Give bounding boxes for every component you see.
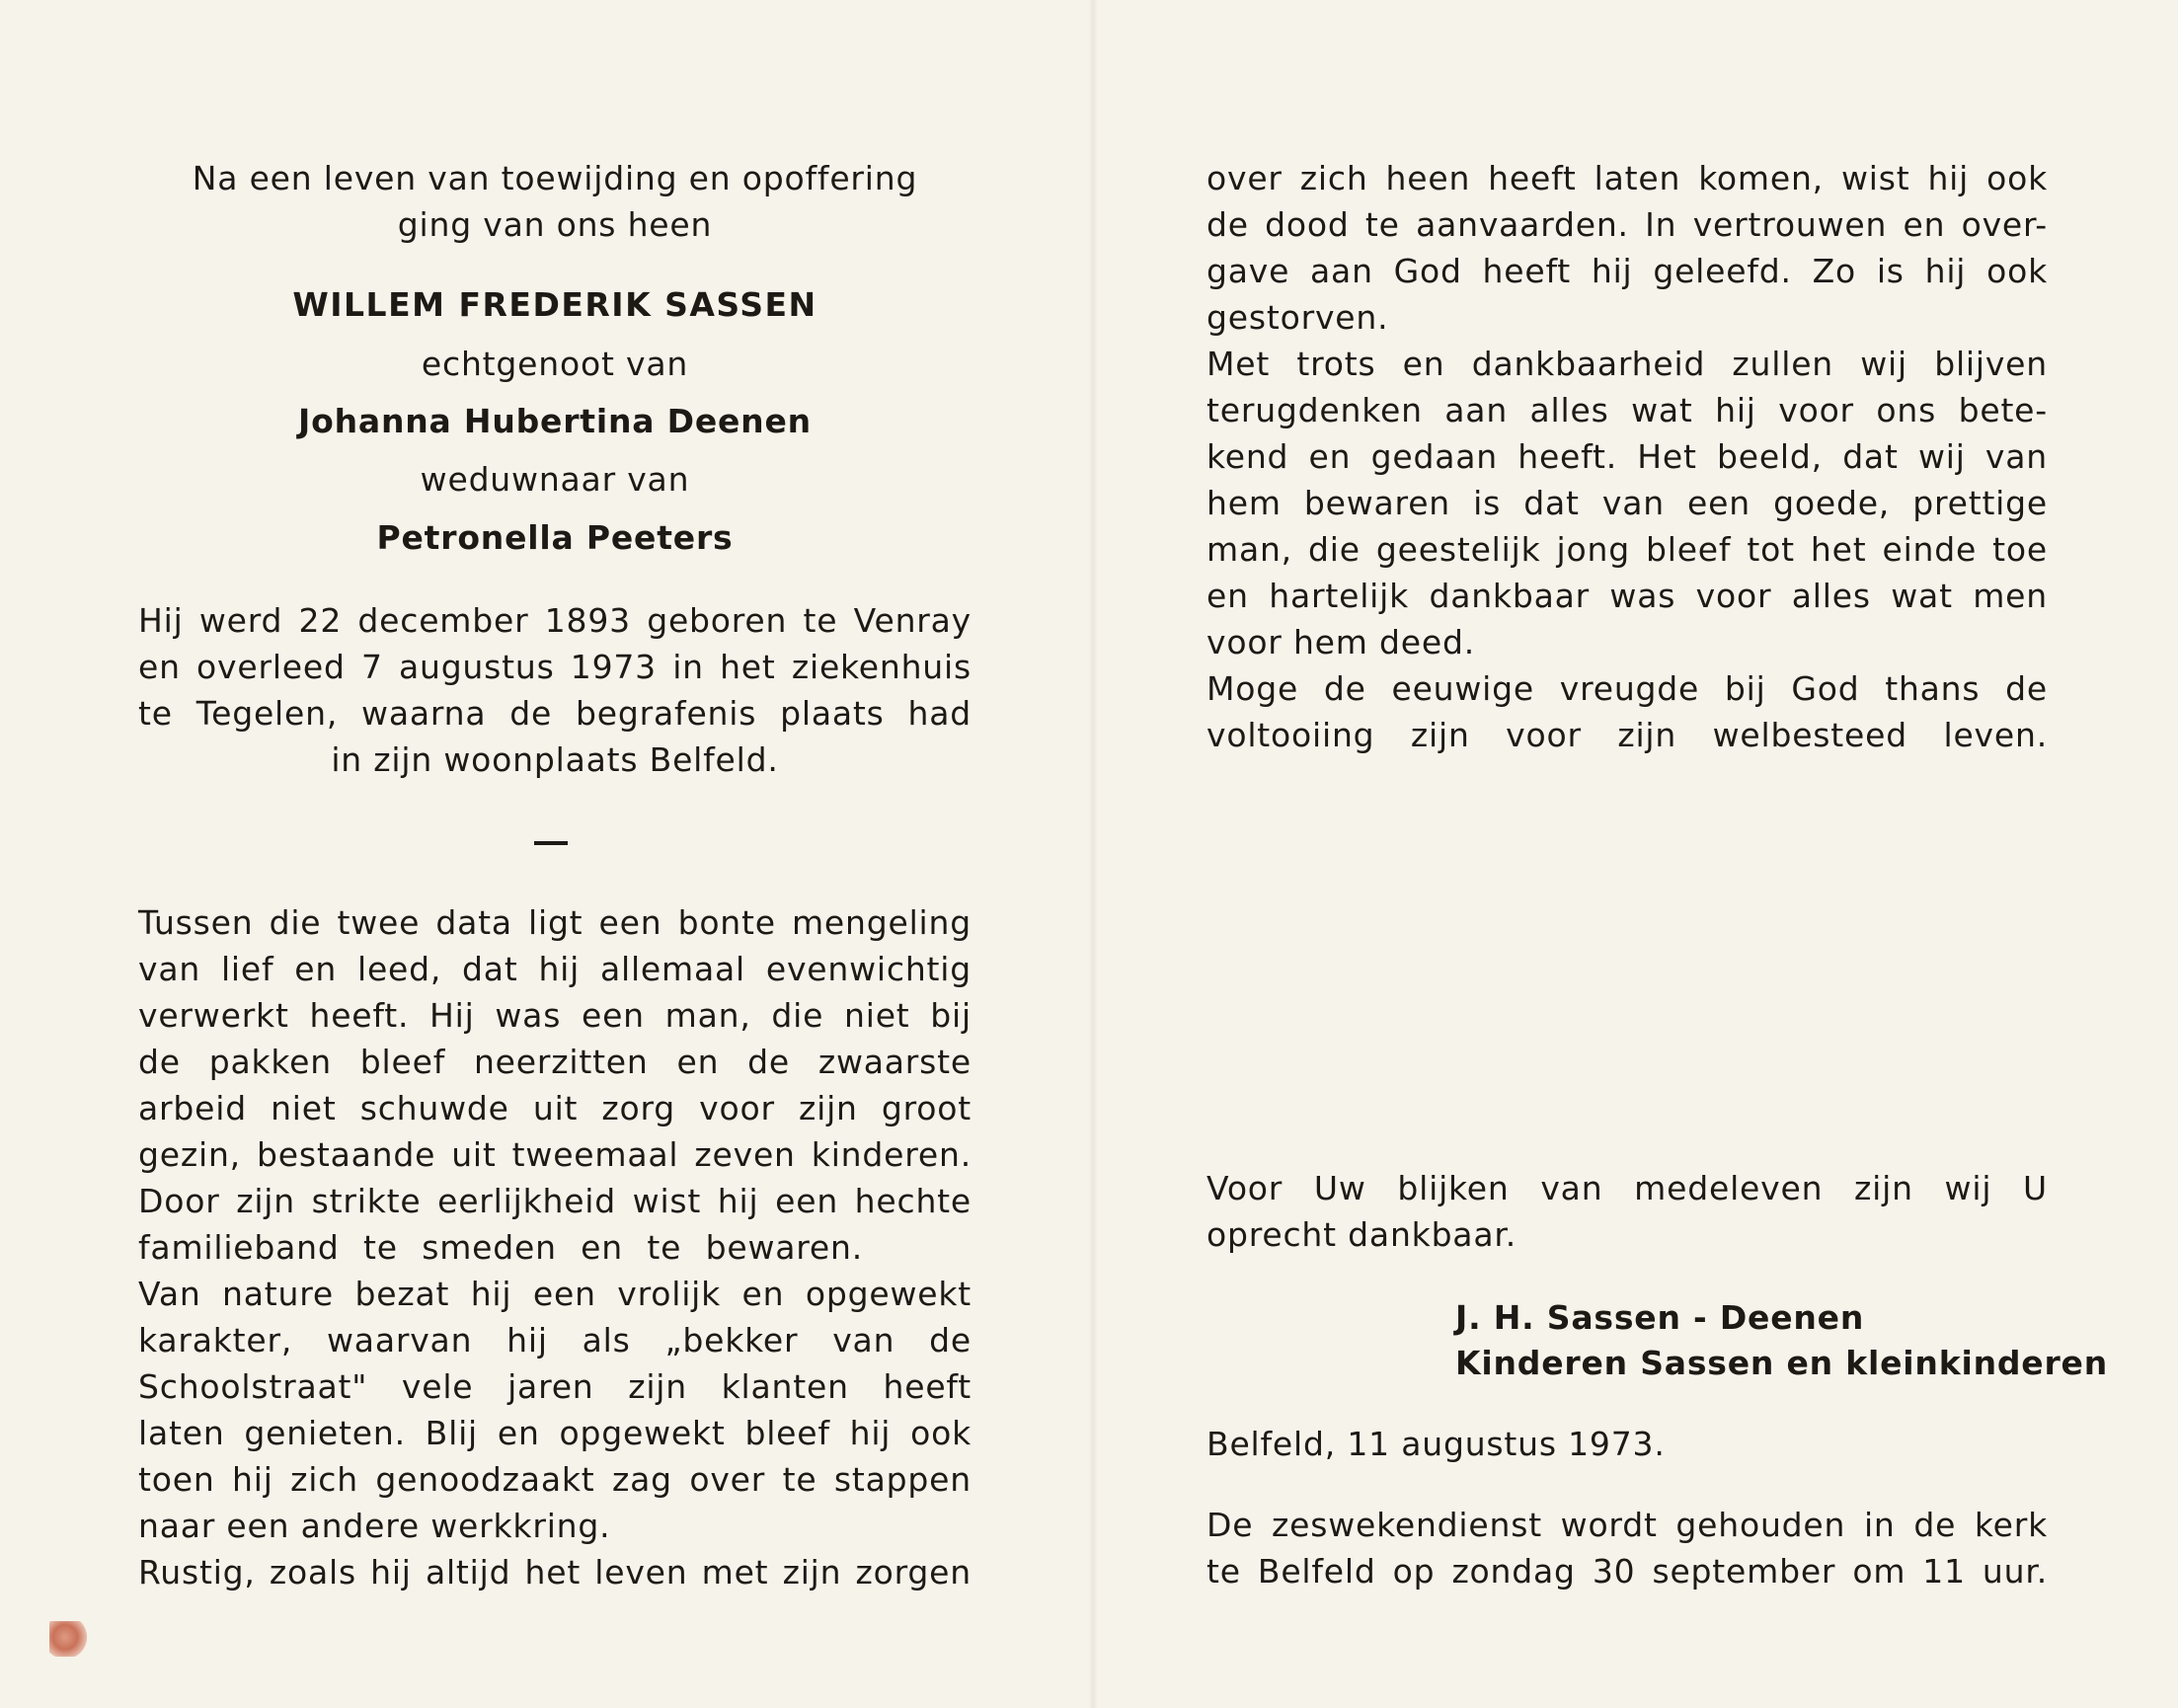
body-line: Tussen die twee data ligt een bonte mengeling (138, 903, 972, 942)
body-line: familieband te smeden en te bewaren. (138, 1228, 863, 1267)
body-line: gestorven. (1206, 298, 1389, 337)
corner-stamp-icon (49, 1621, 89, 1657)
right-page (1206, 0, 2109, 1708)
body-line: Moge de eeuwige vreugde bij God thans de (1206, 669, 2048, 708)
life-dates-line: te Tegelen, waarna de begrafenis plaats had (138, 694, 972, 733)
service-line: te Belfeld op zondag 30 september om 11 uur. (1206, 1552, 2048, 1591)
late-wife-name: Petronella Peeters (376, 518, 734, 557)
body-line: voltooiing zijn voor zijn welbesteed leven. (1206, 716, 2048, 754)
deceased-name: WILLEM FREDERIK SASSEN (292, 285, 817, 324)
service-line: De zeswekendienst wordt gehouden in de kerk (1206, 1506, 2048, 1544)
body-line: arbeid niet schuwde uit zorg voor zijn groot (138, 1089, 972, 1127)
place-date: Belfeld, 11 augustus 1973. (1206, 1425, 1666, 1463)
intro-line: ging van ons heen (397, 205, 713, 244)
body-line: Schoolstraat" vele jaren zijn klanten heeft (138, 1367, 972, 1406)
left-body (138, 0, 972, 1708)
body-line: kend en gedaan heeft. Het beeld, dat wij van (1206, 437, 2048, 476)
life-dates-line: in zijn woonplaats Belfeld. (331, 740, 779, 779)
signature-line: Kinderen Sassen en kleinkinderen (1455, 1344, 2109, 1382)
body-line: Rustig, zoals hij altijd het leven met zijn zorgen (138, 1553, 972, 1592)
body-line: terugdenken aan alles wat hij voor ons bete- (1206, 391, 2048, 429)
life-dates-line: en overleed 7 augustus 1973 in het ziekenhuis (138, 648, 972, 686)
body-line: van lief en leed, dat hij allemaal evenwichtig (138, 950, 972, 988)
body-line: Van nature bezat hij een vrolijk en opgewekt (138, 1275, 972, 1313)
body-line: de dood te aanvaarden. In vertrouwen en over- (1206, 205, 2048, 244)
body-line: voor hem deed. (1206, 623, 1476, 661)
life-dates-line: Hij werd 22 december 1893 geboren te Venray (138, 601, 972, 640)
signature-line: J. H. Sassen - Deenen (1455, 1298, 1865, 1337)
body-line: laten genieten. Blij en opgewekt bleef hij ook (138, 1414, 972, 1452)
spouse-name: Johanna Hubertina Deenen (298, 402, 812, 440)
body-line: verwerkt heeft. Hij was een man, die niet bij (138, 996, 972, 1035)
intro-line: Na een leven van toewijding en opoffering (192, 159, 918, 197)
body-line: hem bewaren is dat van een goede, prettige (1206, 484, 2048, 522)
thanks-line: oprecht dankbaar. (1206, 1215, 1517, 1254)
body-line: over zich heen heeft laten komen, wist hij ook (1206, 159, 2048, 197)
body-line: gave aan God heeft hij geleefd. Zo is hij ook (1206, 252, 2048, 290)
body-line: karakter, waarvan hij als „bekker van de (138, 1321, 972, 1359)
card-fold (1088, 0, 1098, 1708)
thanks-line: Voor Uw blijken van medeleven zijn wij U (1206, 1169, 2048, 1207)
body-line: Met trots en dankbaarheid zullen wij blijven (1206, 345, 2048, 383)
spouse-label: echtgenoot van (421, 345, 689, 383)
widower-label: weduwnaar van (420, 460, 690, 499)
body-line: toen hij zich genoodzaakt zag over te stappen (138, 1460, 972, 1499)
body-line: de pakken bleef neerzitten en de zwaarste (138, 1043, 972, 1081)
body-line: gezin, bestaande uit tweemaal zeven kinderen. (138, 1135, 972, 1174)
body-line: naar een andere werkkring. (138, 1507, 611, 1545)
body-line: man, die geestelijk jong bleef tot het einde toe (1206, 530, 2048, 569)
body-line: Door zijn strikte eerlijkheid wist hij een hechte (138, 1182, 972, 1220)
body-line: en hartelijk dankbaar was voor alles wat men (1206, 577, 2048, 615)
